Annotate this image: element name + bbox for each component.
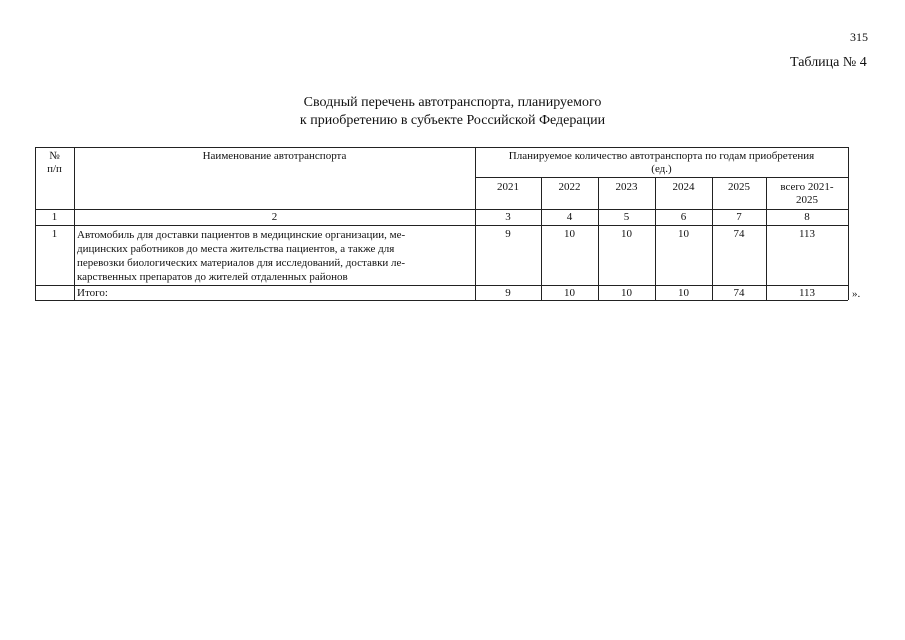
closing-quote: ». (852, 288, 861, 300)
table-rule (35, 209, 848, 210)
document-title (200, 94, 705, 130)
column-number: 2 (271, 211, 278, 223)
column-number: 8 (804, 211, 810, 223)
column-number: 4 (566, 211, 573, 223)
header-num: № п/п (47, 150, 62, 175)
column-number: 3 (505, 211, 511, 223)
column-number: 6 (680, 211, 687, 223)
table-rule (35, 285, 848, 286)
title-line-1: Сводный перечень автотранспорта, планируемого (303, 95, 602, 110)
table-rule (475, 177, 848, 178)
total-value: 9 (505, 287, 511, 299)
header-name: Наименование автотранспорта (202, 150, 347, 162)
row-value: 74 (733, 228, 745, 240)
header-year: 2023 (615, 181, 638, 193)
total-value: 10 (621, 287, 632, 299)
column-number: 7 (736, 211, 742, 223)
table-rule (35, 300, 848, 301)
row-value: 10 (621, 228, 632, 240)
column-number: 1 (51, 211, 58, 223)
header-year: 2021 (497, 181, 519, 193)
row-value: 9 (505, 228, 511, 240)
total-label: Итого: (77, 287, 108, 299)
table-label: Таблица № 4 (790, 55, 867, 70)
column-number: 5 (623, 211, 630, 223)
page-number: 315 (850, 30, 868, 44)
table-rule (848, 147, 849, 300)
row-value: 10 (564, 228, 575, 240)
row-value: 10 (678, 228, 689, 240)
row-name: Автомобиль для доставки пациентов в медицинские организации, ме- дицинских работников до места жительства пациентов, а также для перевозки биологических материалов для исследований, доставки ле- карственных препаратов до жителей отдаленных районов (77, 229, 406, 283)
row-value: 113 (798, 228, 816, 240)
header-year: 2024 (672, 181, 695, 193)
total-value: 10 (564, 287, 575, 299)
table-rule (35, 225, 848, 226)
total-value: 74 (733, 287, 745, 299)
header-year: 2025 (728, 181, 750, 193)
header-year: 2022 (558, 181, 581, 193)
total-value: 10 (678, 287, 689, 299)
header-total: всего 2021- 2025 (780, 181, 834, 206)
header-planned: Планируемое количество автотранспорта по годам приобретения (ед.) (508, 150, 815, 175)
title-line-2: к приобретению в субъекте Российской Федерации (299, 113, 606, 128)
row-num: 1 (51, 228, 58, 240)
total-value: 113 (798, 287, 816, 299)
table-rule (35, 147, 848, 148)
